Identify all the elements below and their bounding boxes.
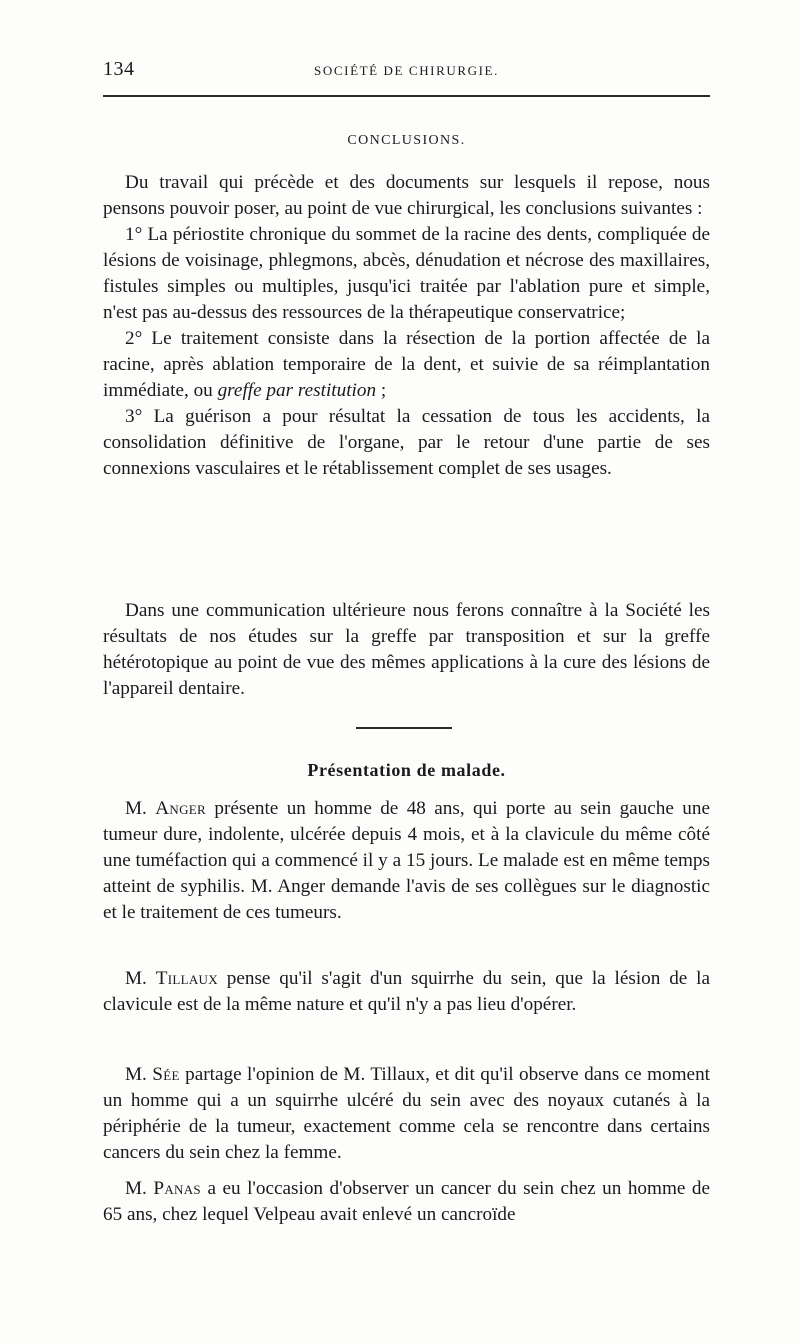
paragraph-text: a eu l'occasion d'observer un cancer du sein chez un homme de 65 ans, chez lequel Velpeau avait enlevé un cancroïde xyxy=(103,1178,711,1225)
presentation-body-4 xyxy=(103,1176,710,1228)
conclusion-item-3: 3° La guérison a pour résultat la cessation de tous les accidents, la consolidation définitive de l'organe, par le retour d'une partie de ses connexions vasculaires et le rétablissement complet de ses usages. xyxy=(103,406,710,479)
presentation-heading: Présentation de malade. xyxy=(307,760,506,780)
speaker-name-anger: Anger xyxy=(155,798,206,819)
speaker-name-panas: Panas xyxy=(153,1178,201,1199)
page-number: 134 xyxy=(103,58,135,80)
running-title: SOCIÉTÉ DE CHIRURGIE. xyxy=(314,63,499,78)
presentation-paragraph-anger xyxy=(103,796,710,926)
page-header xyxy=(103,58,710,88)
presentation-body-3 xyxy=(103,1062,710,1166)
speaker-prefix: M. xyxy=(125,1064,153,1085)
conclusion-item-1: 1° La périostite chronique du sommet de la racine des dents, compliquée de lésions de voisinage, phlegmons, abcès, dénudation et nécrose des maxillaires, fistules simples ou multiples, jusqu'ici traitée par l'ablation pure et simple, n'est pas au-dessus des ressources de la thérapeutique conservatrice; xyxy=(103,224,710,323)
presentation-paragraph-panas xyxy=(103,1176,710,1228)
conclusion-item-2-italic: greffe par restitution xyxy=(217,380,377,401)
paragraph-text: partage l'opinion de M. Tillaux, et dit qu'il observe dans ce moment un homme qui a un squirrhe ulcéré du sein avec des noyaux cutanés à la périphérie de la tumeur, exactement comme cela se rencontre dans certains cancers du sein chez la femme. xyxy=(103,1064,710,1163)
communication-block xyxy=(103,598,710,702)
section-divider xyxy=(356,727,452,729)
conclusion-item-2-end: ; xyxy=(376,380,387,401)
presentation-body-2 xyxy=(103,966,710,1018)
speaker-name-see: Sée xyxy=(152,1064,180,1085)
paragraph-text: présente un homme de 48 ans, qui porte au sein gauche une tumeur dure, indolente, ulcérée depuis 4 mois, et à la clavicule du même côté une tuméfaction qui a commencé il y a 15 jours. Le malade est en même temps atteint de syphilis. M. Anger demande l'avis de ses collègues sur le diagnostic et le traitement de ces tumeurs. xyxy=(103,798,710,923)
presentation-paragraph-tillaux xyxy=(103,966,710,1018)
speaker-prefix: M. xyxy=(125,968,156,989)
conclusion-item-2-text: 2° Le traitement consiste dans la résection de la portion affectée de la racine, après ablation temporaire de la dent, et suivie de sa réimplantation immédiate, ou xyxy=(103,328,710,401)
conclusions-intro: Du travail qui précède et des documents sur lesquels il repose, nous pensons pouvoir poser, au point de vue chirurgical, les conclusions suivantes : xyxy=(103,172,710,219)
conclusion-item-2 xyxy=(103,326,710,404)
speaker-prefix: M. xyxy=(125,1178,154,1199)
paragraph-text: pense qu'il s'agit d'un squirrhe du sein, que la lésion de la clavicule est de la même nature et qu'il n'y a pas lieu d'opérer. xyxy=(103,968,710,1015)
presentation-body xyxy=(103,796,710,926)
conclusions-body xyxy=(103,170,710,482)
presentation-paragraph-see xyxy=(103,1062,710,1166)
conclusions-heading: CONCLUSIONS. xyxy=(347,133,466,148)
speaker-name-tillaux: Tillaux xyxy=(155,968,218,989)
communication-paragraph: Dans une communication ultérieure nous ferons connaître à la Société les résultats de nos études sur la greffe par transposition et sur la greffe hétérotopique au point de vue des mêmes applications à la cure des lésions de l'appareil dentaire. xyxy=(103,600,710,699)
header-rule xyxy=(103,95,710,97)
speaker-prefix: M. xyxy=(125,798,156,819)
